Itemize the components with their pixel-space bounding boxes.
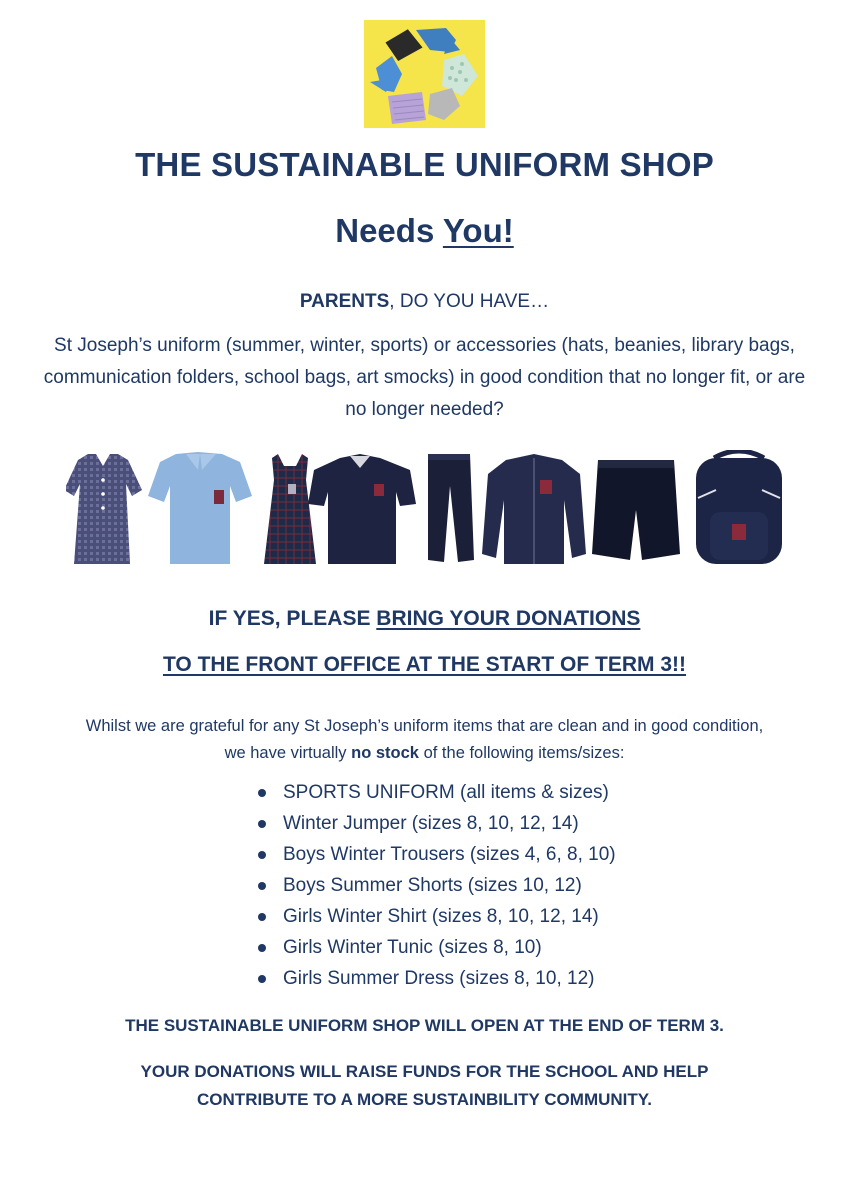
intro-after: of the following items/sizes: bbox=[419, 744, 625, 762]
footer-line-1: THE SUSTAINABLE UNIFORM SHOP WILL OPEN AT THE END OF TERM 3. bbox=[125, 1016, 724, 1035]
winter-tunic-image bbox=[264, 454, 316, 564]
summer-dress-image bbox=[66, 454, 142, 564]
uniform-images-row bbox=[66, 450, 786, 572]
intro-before: Whilst we are grateful for any St Joseph’s uniform items that are clean and in good condition, we have virtually bbox=[85, 717, 764, 762]
subtitle bbox=[0, 212, 849, 250]
intro-bold: no stock bbox=[351, 744, 419, 762]
cta-underlined: BRING YOUR DONATIONS bbox=[376, 607, 641, 630]
cta-line-1 bbox=[0, 607, 849, 631]
list-item: Girls Winter Shirt (sizes 8, 10, 12, 14) bbox=[258, 901, 616, 932]
school-backpack-image bbox=[696, 451, 782, 564]
subtitle-emphasis: You! bbox=[442, 212, 514, 249]
winter-jacket-image bbox=[482, 454, 586, 564]
sports-shorts-image bbox=[592, 460, 680, 560]
subtitle-prefix: Needs bbox=[335, 212, 443, 249]
cta-prefix: IF YES, PLEASE bbox=[208, 607, 377, 630]
cta-line-2 bbox=[0, 653, 849, 677]
question-heading bbox=[0, 291, 849, 313]
list-item: SPORTS UNIFORM (all items & sizes) bbox=[258, 777, 616, 808]
intro-paragraph bbox=[0, 713, 849, 767]
track-pants-image bbox=[428, 454, 474, 562]
needed-items-list bbox=[258, 777, 616, 994]
footer-line-2: YOUR DONATIONS WILL RAISE FUNDS FOR THE SCHOOL AND HELP CONTRIBUTE TO A MORE SUSTAINBILITY COMMUNITY. bbox=[140, 1062, 709, 1109]
cta-line-2-text: TO THE FRONT OFFICE AT THE START OF TERM 3!! bbox=[162, 653, 687, 676]
sports-polo-image bbox=[308, 454, 416, 564]
page-title: THE SUSTAINABLE UNIFORM SHOP bbox=[135, 146, 714, 183]
list-item: Boys Summer Shorts (sizes 10, 12) bbox=[258, 870, 616, 901]
summer-shirt-image bbox=[148, 452, 252, 564]
list-item: Boys Winter Trousers (sizes 4, 6, 8, 10) bbox=[258, 839, 616, 870]
question-body: St Joseph’s uniform (summer, winter, sports) or accessories (hats, beanies, library bags, communication folders, school bags, art smocks) in good condition that no longer fit, or are no longer needed? bbox=[43, 335, 806, 420]
list-item: Winter Jumper (sizes 8, 10, 12, 14) bbox=[258, 808, 616, 839]
list-item: Girls Winter Tunic (sizes 8, 10) bbox=[258, 932, 616, 963]
recycle-fabric-logo bbox=[364, 20, 485, 128]
question-rest: , DO YOU HAVE… bbox=[389, 291, 550, 312]
list-item: Girls Summer Dress (sizes 8, 10, 12) bbox=[258, 963, 616, 994]
question-bold: PARENTS bbox=[299, 291, 390, 312]
